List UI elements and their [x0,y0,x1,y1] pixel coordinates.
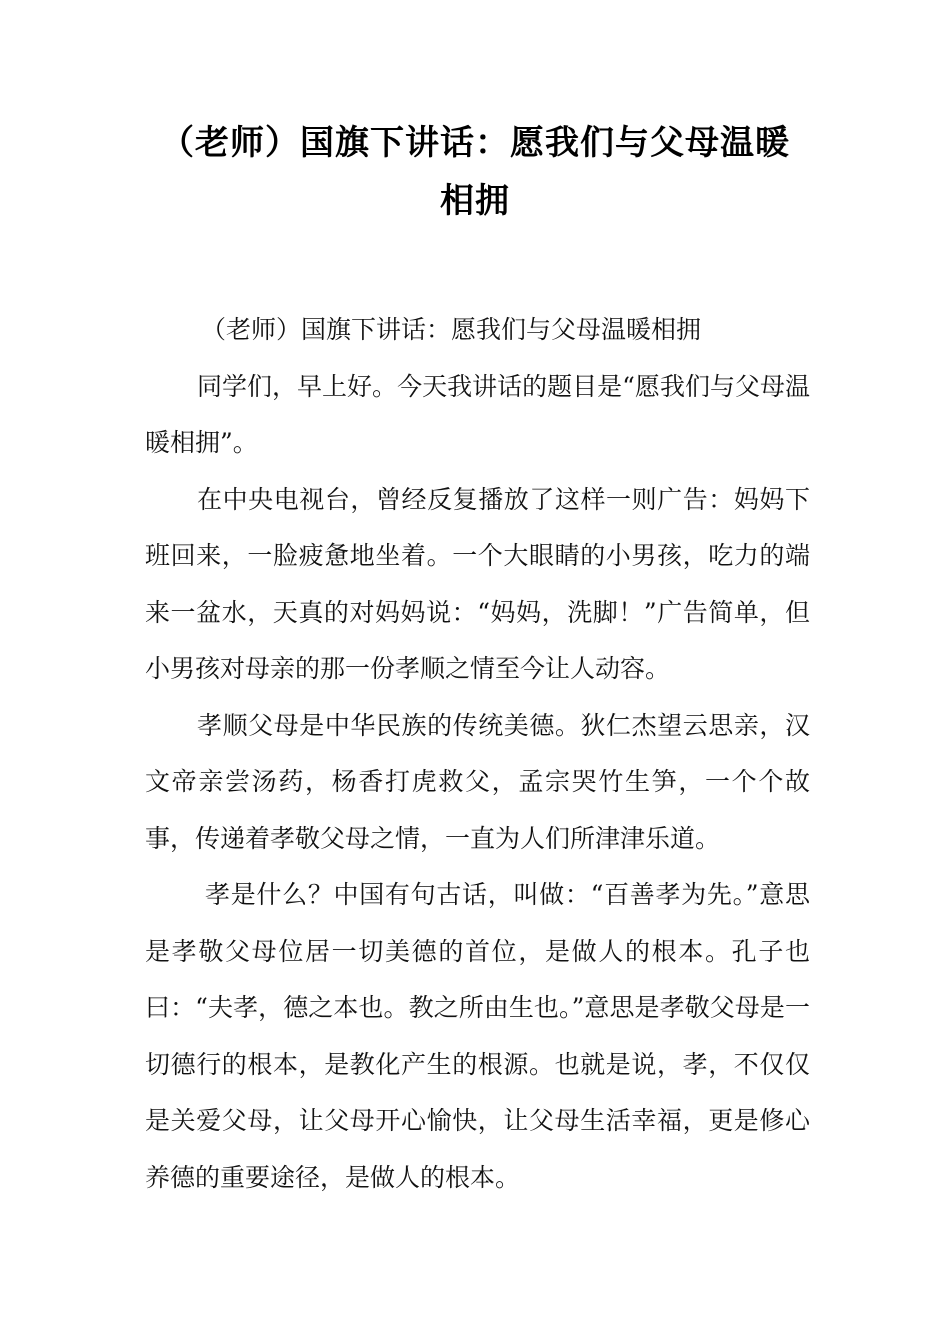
paragraph-what-is-filial-piety: 孝是什么？中国有句古话，叫做：“百善孝为先。”意思是孝敬父母位居一切美德的首位，是做人的根本。孔子也曰：“夫孝，德之本也。教之所由生也。”意思是孝敬父母是一切德行的根本，是教化产生的根源。也就是说，孝，不仅仅是关爱父母，让父母开心愉快，让父母生活幸福，更是修心养德的重要途径，是做人的根本。 [145,880,810,1192]
paragraph-greeting: 同学们，早上好。今天我讲话的题目是“愿我们与父母温暖相拥”。 [145,371,810,457]
page-title [120,114,830,230]
document-body [145,302,810,1206]
title-line-2: 相拥 [440,181,510,221]
paragraph-advertisement: 在中央电视台，曾经反复播放了这样一则广告：妈妈下班回来，一脸疲惫地坐着。一个大眼睛的小男孩，吃力的端来一盆水，天真的对妈妈说：“妈妈，洗脚！”广告简单，但小男孩对母亲的那一份孝顺之情至今让人动容。 [145,484,810,683]
paragraph-tradition: 孝顺父母是中华民族的传统美德。狄仁杰望云思亲，汉文帝亲尝汤药，杨香打虎救父，孟宗哭竹生笋，一个个故事，传递着孝敬父母之情，一直为人们所津津乐道。 [145,710,810,853]
paragraph-subtitle: （老师）国旗下讲话：愿我们与父母温暖相拥 [201,315,702,344]
title-line-1: （老师）国旗下讲话：愿我们与父母温暖 [160,123,790,163]
